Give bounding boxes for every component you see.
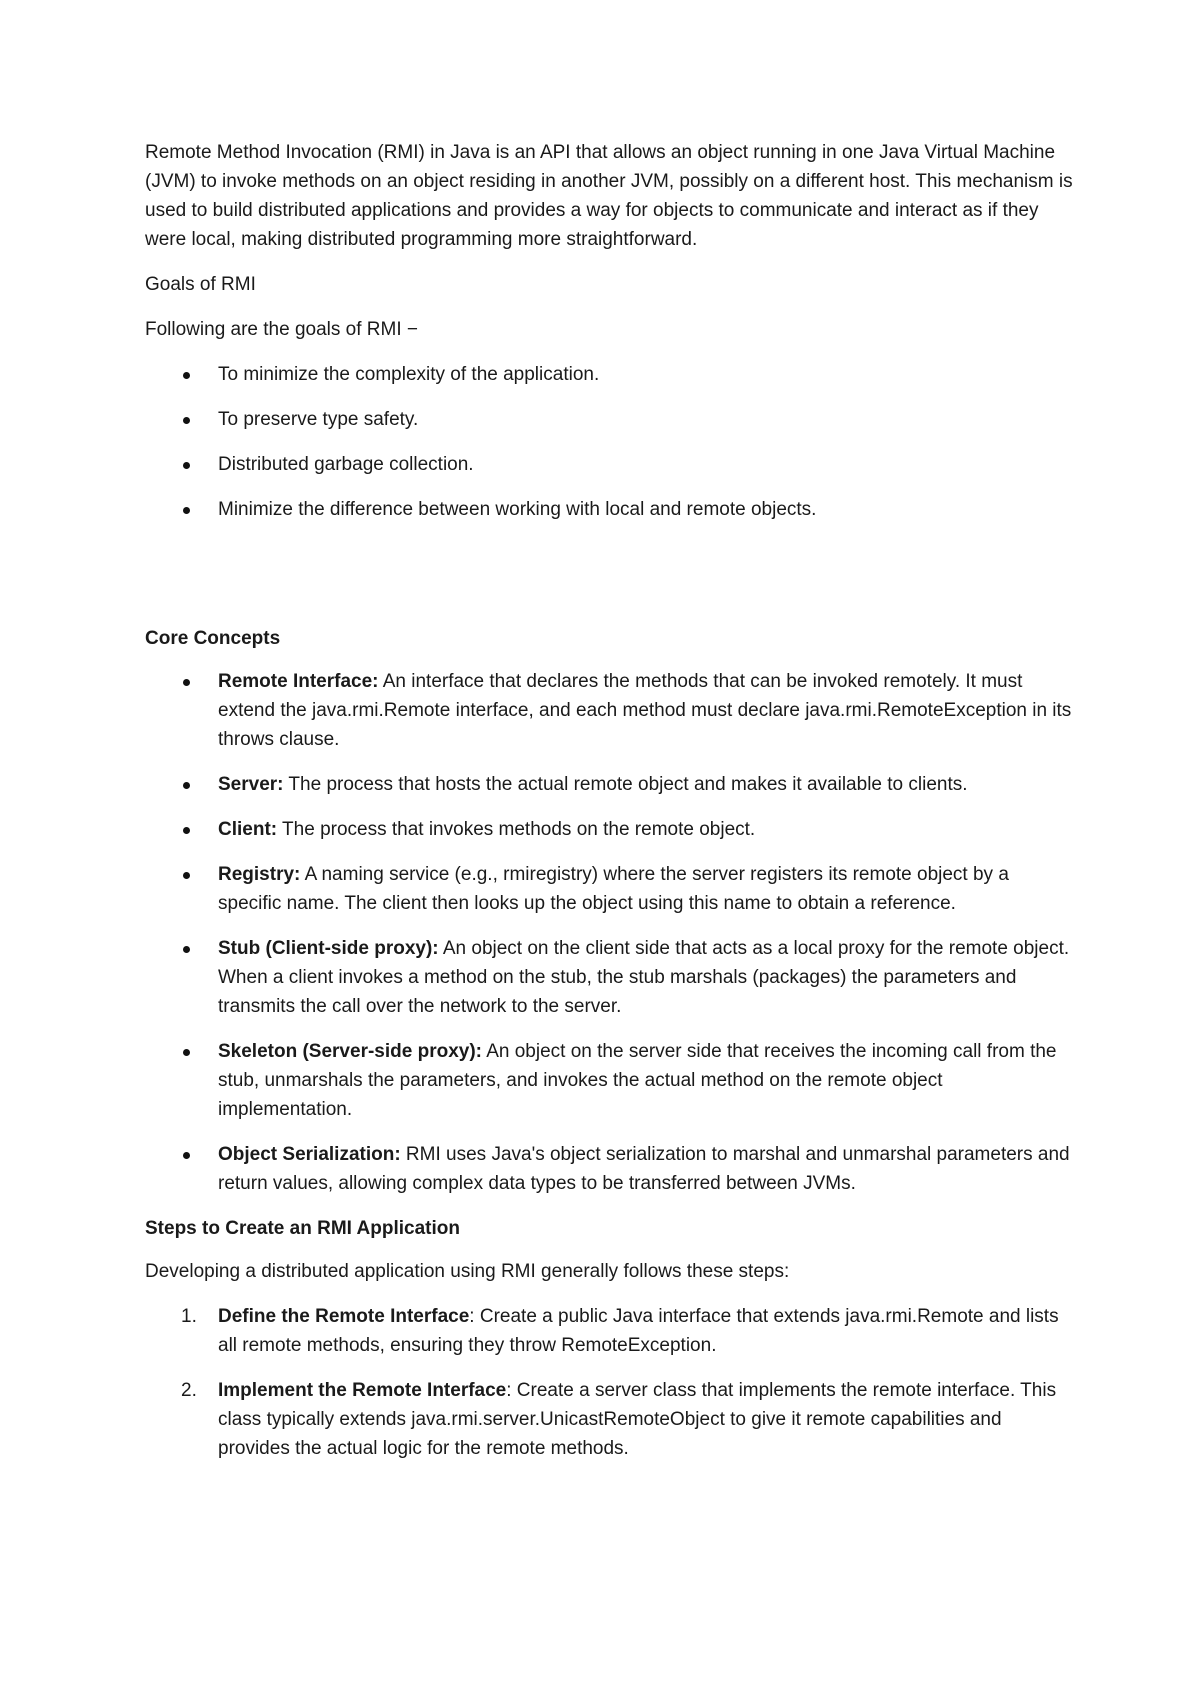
list-item (145, 1376, 1075, 1463)
step-term: Implement the Remote Interface (218, 1380, 507, 1401)
step-number: 1. (181, 1306, 197, 1327)
goal-text: To preserve type safety. (218, 409, 419, 430)
list-item (145, 1302, 1075, 1360)
step-term: Define the Remote Interface (218, 1306, 470, 1327)
concept-term: Stub (Client-side proxy): (218, 938, 439, 959)
list-item (145, 1140, 1075, 1198)
list-item (145, 495, 1075, 524)
bullet-icon (183, 782, 190, 789)
list-item (145, 860, 1075, 918)
bullet-icon (183, 1049, 190, 1056)
steps-heading: Steps to Create an RMI Application (145, 1218, 460, 1239)
list-item (145, 667, 1075, 754)
concept-term: Object Serialization: (218, 1144, 401, 1165)
list-item (145, 934, 1075, 1021)
bullet-icon (183, 946, 190, 953)
concept-text: A naming service (e.g., rmiregistry) where the server registers its remote object by a specific name. The client then looks up the object using this name to obtain a reference. (218, 864, 1009, 914)
steps-lead: Developing a distributed application using RMI generally follows these steps: (145, 1261, 790, 1282)
bullet-icon (183, 462, 190, 469)
concept-text: An object on the server side that receives the incoming call from the stub, unmarshals the parameters, and invokes the actual method on the remote object implementation. (218, 1041, 1057, 1120)
goals-heading: Goals of RMI (145, 274, 256, 295)
bullet-icon (183, 372, 190, 379)
step-text: : Create a public Java interface that extends java.rmi.Remote and lists all remote methods, ensuring they throw RemoteException. (218, 1306, 1059, 1356)
concept-term: Registry: (218, 864, 301, 885)
bullet-icon (183, 827, 190, 834)
goals-lead: Following are the goals of RMI − (145, 319, 418, 340)
goals-list (145, 360, 1075, 524)
concept-term: Remote Interface: (218, 671, 379, 692)
concept-text: RMI uses Java's object serialization to marshal and unmarshal parameters and return values, allowing complex data types to be transferred between JVMs. (218, 1144, 1070, 1194)
bullet-icon (183, 507, 190, 514)
concept-text: An object on the client side that acts as a local proxy for the remote object. When a client invokes a method on the stub, the stub marshals (packages) the parameters and transmits the call over the network to the server. (218, 938, 1070, 1017)
core-concepts-heading: Core Concepts (145, 628, 281, 649)
core-concepts-list (145, 667, 1075, 1198)
document-page (145, 138, 1075, 1479)
concept-term: Server: (218, 774, 284, 795)
concept-term: Skeleton (Server-side proxy): (218, 1041, 482, 1062)
concept-text: The process that invokes methods on the remote object. (277, 819, 756, 840)
steps-list (145, 1302, 1075, 1463)
list-item (145, 405, 1075, 434)
intro-paragraph: Remote Method Invocation (RMI) in Java is an API that allows an object running in one Java Virtual Machine (JVM) to invoke methods on an object residing in another JVM, possibly on a different host. This mechanism is used to build distributed applications and provides a way for objects to communicate and interact as if they were local, making distributed programming more straightforward. (145, 142, 1073, 250)
goal-text: Minimize the difference between working with local and remote objects. (218, 499, 817, 520)
goal-text: To minimize the complexity of the application. (218, 364, 600, 385)
bullet-icon (183, 679, 190, 686)
step-text: : Create a server class that implements the remote interface. This class typically extends java.rmi.server.UnicastRemoteObject to give it remote capabilities and provides the actual logic for the remote methods. (218, 1380, 1057, 1459)
list-item (145, 1037, 1075, 1124)
list-item (145, 360, 1075, 389)
list-item (145, 815, 1075, 844)
bullet-icon (183, 872, 190, 879)
concept-term: Client: (218, 819, 278, 840)
bullet-icon (183, 417, 190, 424)
concept-text: An interface that declares the methods that can be invoked remotely. It must extend the java.rmi.Remote interface, and each method must declare java.rmi.RemoteException in its throws clause. (218, 671, 1072, 750)
goal-text: Distributed garbage collection. (218, 454, 474, 475)
list-item (145, 770, 1075, 799)
spacer (145, 540, 1075, 624)
concept-text: The process that hosts the actual remote object and makes it available to clients. (283, 774, 968, 795)
list-item (145, 450, 1075, 479)
bullet-icon (183, 1152, 190, 1159)
step-number: 2. (181, 1380, 197, 1401)
